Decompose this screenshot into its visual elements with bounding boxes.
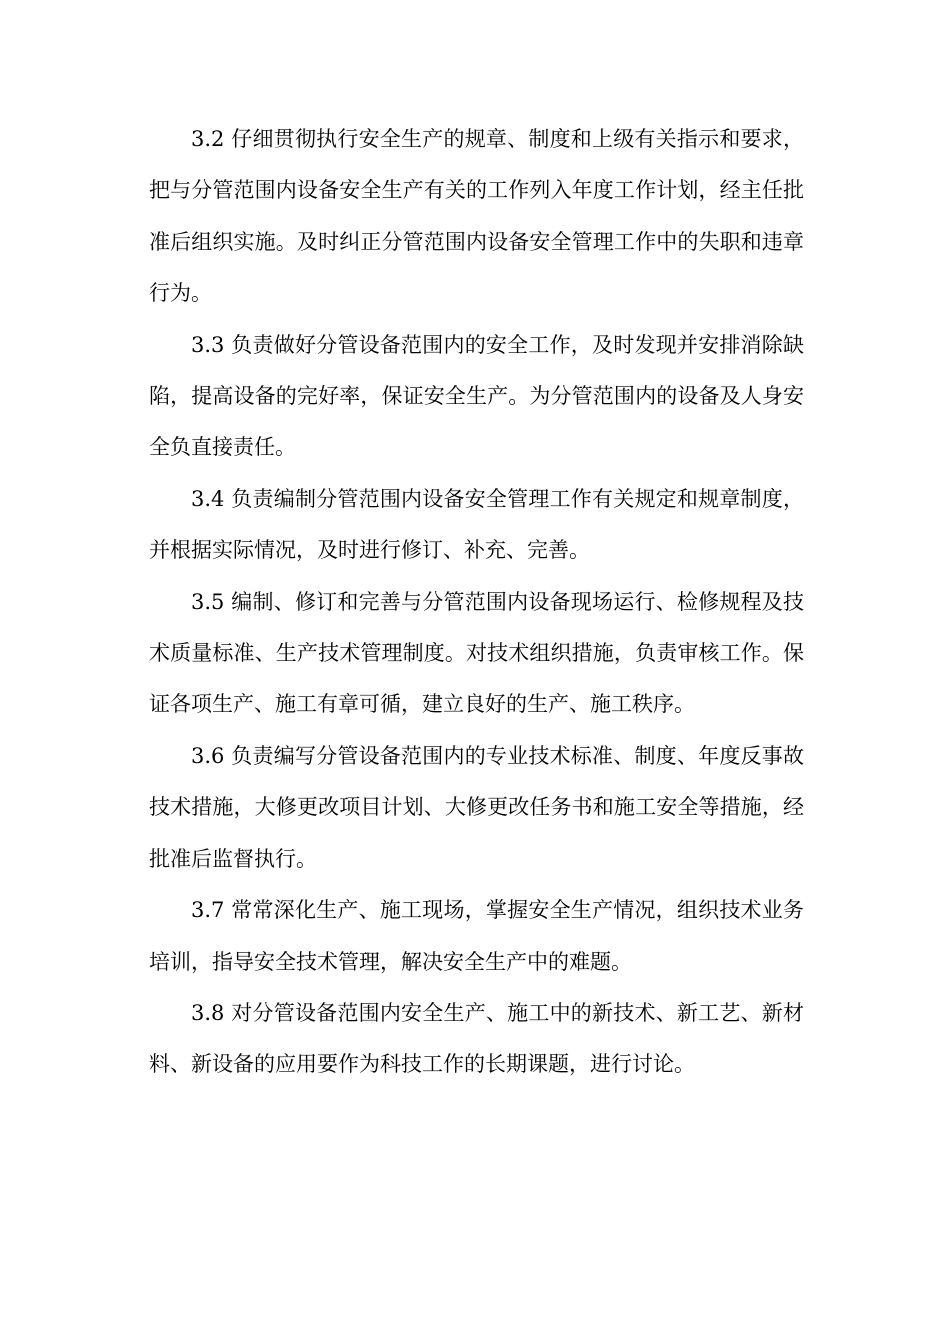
paragraph-3-5: 3.5 编制、修订和完善与分管范围内设备现场运行、检修规程及技术质量标准、生产技术管理制度。对技术组织措施，负责审核工作。保证各项生产、施工有章可循，建立良好的生产、施工秩序。 — [149, 589, 804, 717]
paragraph-3-2: 3.2 仔细贯彻执行安全生产的规章、制度和上级有关指示和要求，把与分管范围内设备安全生产有关的工作列入年度工作计划，经主任批准后组织实施。及时纠正分管范围内设备安全管理工作中的失职和违章行为。 — [149, 127, 804, 306]
paragraph-3-8: 3.8 对分管设备范围内安全生产、施工中的新技术、新工艺、新材料、新设备的应用要作为科技工作的长期课题，进行讨论。 — [149, 1000, 804, 1077]
paragraph-3-6: 3.6 负责编写分管设备范围内的专业技术标准、制度、年度反事故技术措施，大修更改项目计划、大修更改任务书和施工安全等措施，经批准后监督执行。 — [149, 743, 804, 871]
paragraph-3-7: 3.7 常常深化生产、施工现场，掌握安全生产情况，组织技术业务培训，指导安全技术管理，解决安全生产中的难题。 — [149, 898, 804, 974]
paragraph-3-4: 3.4 负责编制分管范围内设备安全管理工作有关规定和规章制度，并根据实际情况，及时进行修订、补充、完善。 — [149, 486, 804, 563]
paragraph-3-3: 3.3 负责做好分管设备范围内的安全工作，及时发现并安排消除缺陷，提高设备的完好率，保证安全生产。为分管范围内的设备及人身安全负直接责任。 — [149, 332, 804, 460]
document-body — [149, 114, 804, 1091]
